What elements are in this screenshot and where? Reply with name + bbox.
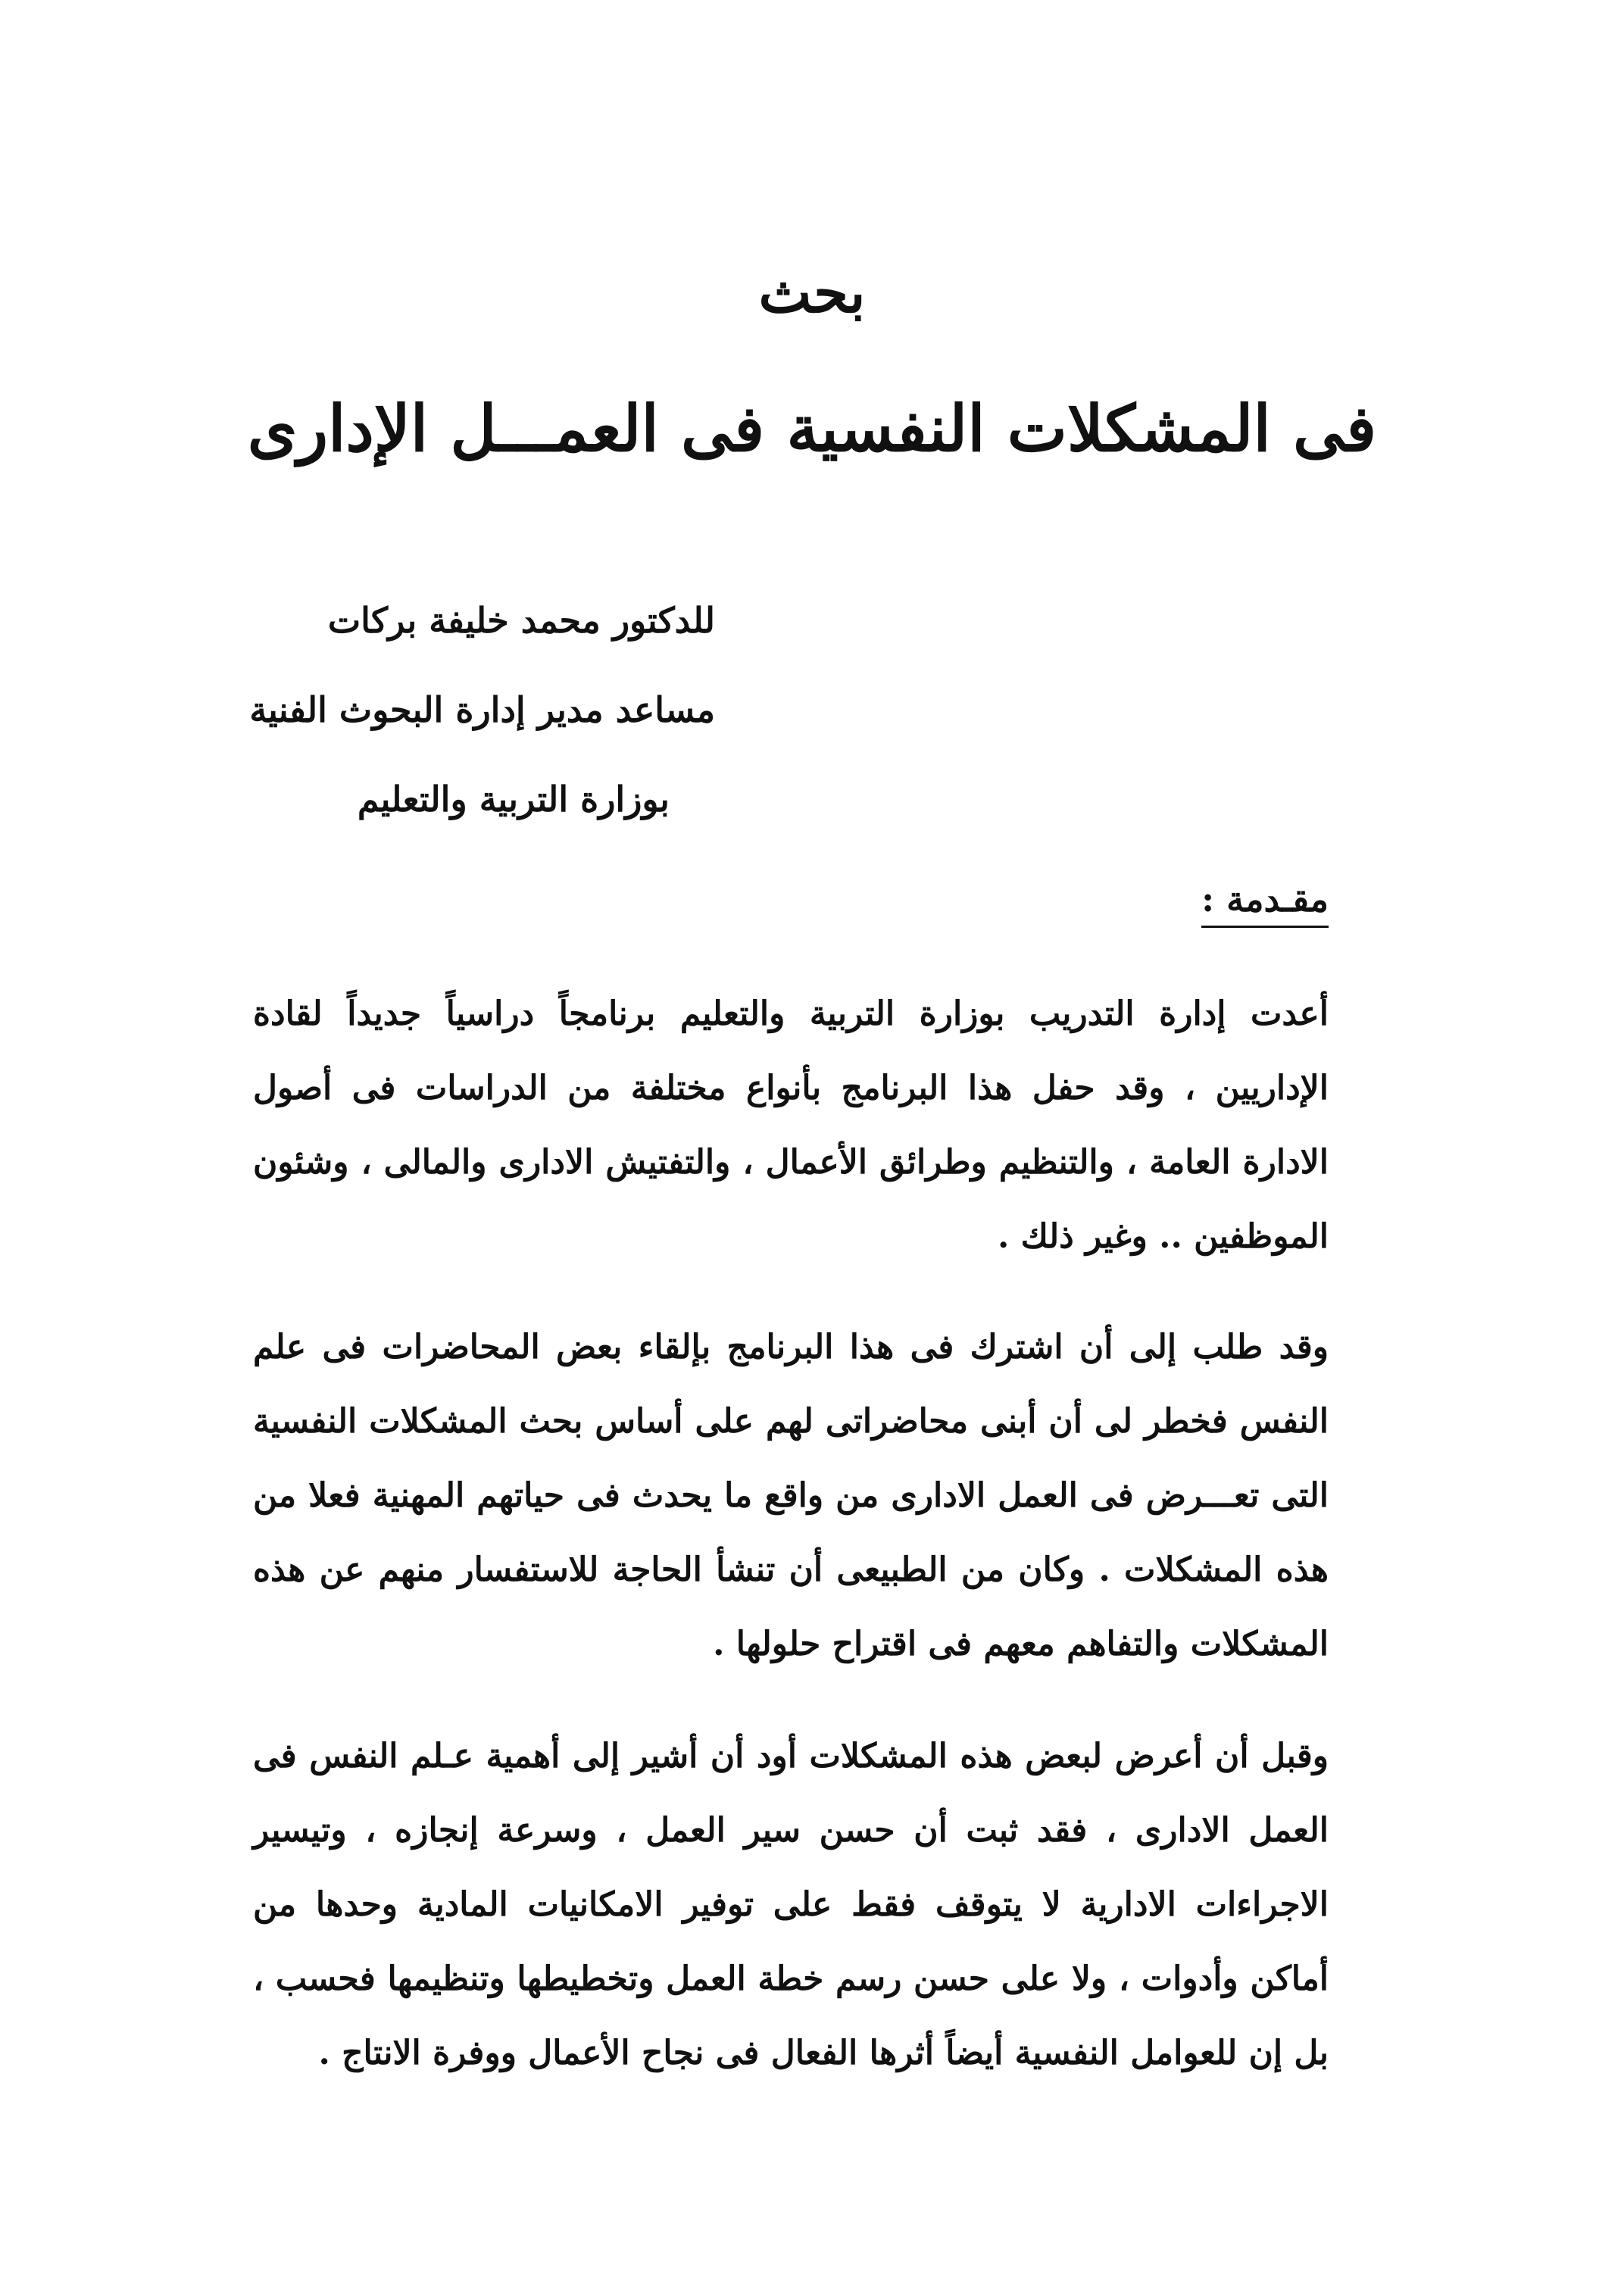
document-title-top: بحث	[758, 261, 866, 326]
paragraph: وقد طلب إلى أن اشترك فى هذا البرنامج بإلقاء بعض المحاضرات فى علم النفس فخطر لى أن أبنى محاضراتى لهم على أساس بحث المشكلات النفسية التى تعـــرض فى العمل الادارى من واقع ما يحدث فى حياتهم المهنية فعلا من هذه المشكلات . وكان من الطبيعى أن تنشأ الحاجة للاستفسار منهم عن هذه المشكلات والتفاهم معهم فى اقتراح حلولها .	[253, 1328, 1329, 1663]
author-name: للدكتور محمد خليفة بركات	[327, 600, 715, 641]
section-heading-introduction: مقـدمة :	[1201, 879, 1329, 928]
paragraph: أعدت إدارة التدريب بوزارة التربية والتعليم برنامجاً دراسياً جديداً لقادة الإداريين ، وقد حفل هذا البرنامج بأنواع مختلفة من الدراسات فى أصول الادارة العامة ، والتنظيم وطرائق الأعمال ، والتفتيش الادارى والمالى ، وشئون الموظفين .. وغير ذلك .	[253, 995, 1329, 1256]
paragraph: وقبل أن أعرض لبعض هذه المشكلات أود أن أشير إلى أهمية عـلم النفس فى العمل الادارى ، فقد ثبت أن حسن سير العمل ، وسرعة إنجازه ، وتيسير الاجراءات الادارية لا يتوقف فقط على توفير الامكانيات المادية وحدها من أماكن وأدوات ، ولا على حسن رسم خطة العمل وتخطيطها وتنظيمها فحسب ، بل إن للعوامل النفسية أيضاً أثرها الفعال فى نجاح الأعمال ووفرة الانتاج .	[253, 1737, 1329, 2072]
author-ministry: بوزارة التربية والتعليم	[357, 779, 670, 820]
author-position: مساعد مدير إدارة البحوث الفنية	[249, 689, 715, 730]
document-title: فى المشكلات النفسية فى العمـــل الإدارى	[247, 391, 1377, 466]
author-block	[249, 576, 715, 844]
